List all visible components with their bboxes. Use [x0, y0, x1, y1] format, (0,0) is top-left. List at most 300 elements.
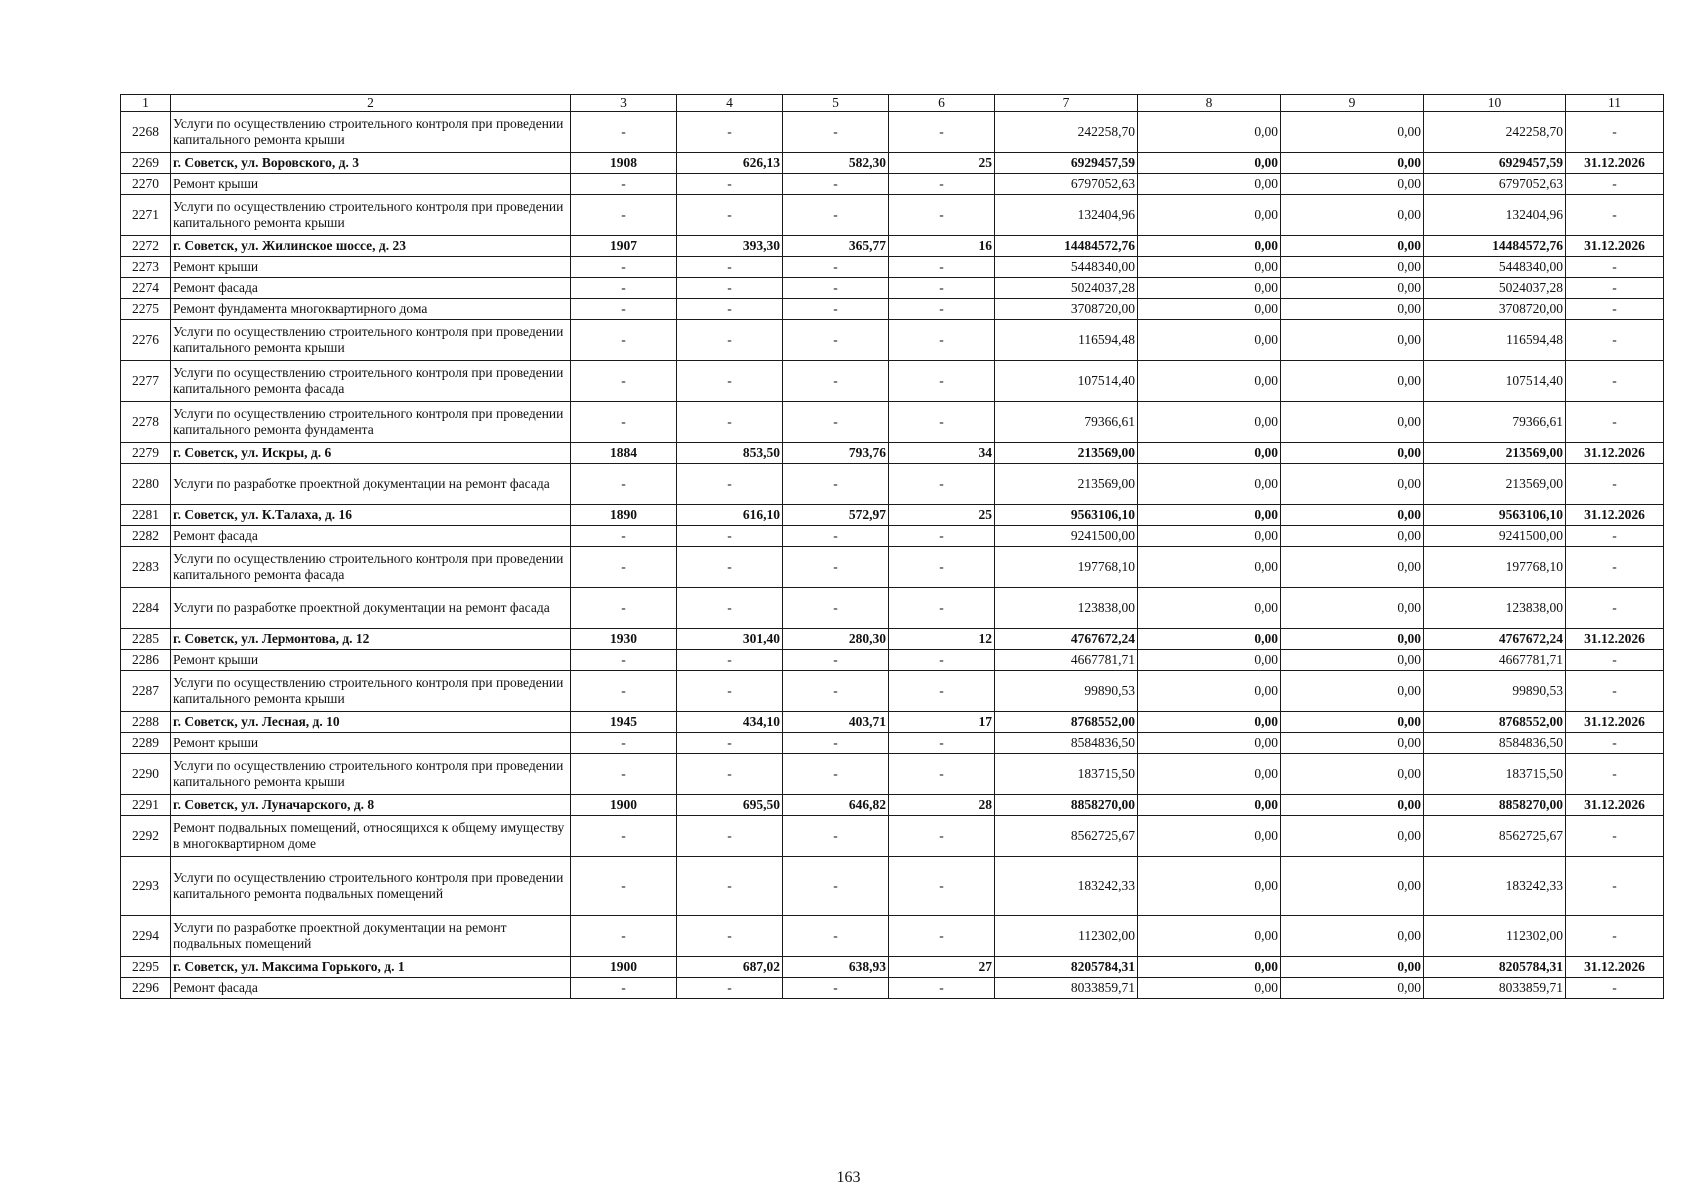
- area-total-cell: -: [677, 650, 783, 671]
- year-cell: -: [571, 588, 677, 629]
- work-item-row: [121, 195, 1664, 236]
- residents-cell: -: [889, 916, 995, 957]
- column-header: 3: [571, 95, 677, 112]
- owner-funds-cell: 6797052,63: [1424, 174, 1566, 195]
- federal-funds-cell: 0,00: [1138, 464, 1281, 505]
- area-total-cell: -: [677, 733, 783, 754]
- area-total-cell: -: [677, 816, 783, 857]
- year-cell: -: [571, 174, 677, 195]
- owner-funds-cell: 213569,00: [1424, 443, 1566, 464]
- area-total-cell: -: [677, 195, 783, 236]
- row-number-cell: 2281: [121, 505, 171, 526]
- completion-date-cell: 31.12.2026: [1566, 236, 1664, 257]
- regional-funds-cell: 0,00: [1281, 733, 1424, 754]
- regional-funds-cell: 0,00: [1281, 464, 1424, 505]
- work-item-row: [121, 278, 1664, 299]
- year-cell: -: [571, 978, 677, 999]
- federal-funds-cell: 0,00: [1138, 916, 1281, 957]
- residents-cell: -: [889, 299, 995, 320]
- total-cost-cell: 99890,53: [995, 671, 1138, 712]
- work-item-row: [121, 857, 1664, 916]
- work-name-cell: Ремонт крыши: [171, 733, 571, 754]
- area-living-cell: 793,76: [783, 443, 889, 464]
- federal-funds-cell: 0,00: [1138, 236, 1281, 257]
- residents-cell: -: [889, 320, 995, 361]
- area-living-cell: -: [783, 257, 889, 278]
- residents-cell: -: [889, 547, 995, 588]
- federal-funds-cell: 0,00: [1138, 733, 1281, 754]
- area-living-cell: 646,82: [783, 795, 889, 816]
- federal-funds-cell: 0,00: [1138, 978, 1281, 999]
- work-name-cell: г. Советск, ул. Луначарского, д. 8: [171, 795, 571, 816]
- completion-date-cell: -: [1566, 588, 1664, 629]
- completion-date-cell: -: [1566, 402, 1664, 443]
- owner-funds-cell: 8205784,31: [1424, 957, 1566, 978]
- area-living-cell: 365,77: [783, 236, 889, 257]
- year-cell: -: [571, 816, 677, 857]
- federal-funds-cell: 0,00: [1138, 361, 1281, 402]
- year-cell: -: [571, 361, 677, 402]
- regional-funds-cell: 0,00: [1281, 816, 1424, 857]
- area-total-cell: -: [677, 547, 783, 588]
- owner-funds-cell: 4767672,24: [1424, 629, 1566, 650]
- column-header: 5: [783, 95, 889, 112]
- row-number-cell: 2290: [121, 754, 171, 795]
- residents-cell: -: [889, 361, 995, 402]
- owner-funds-cell: 14484572,76: [1424, 236, 1566, 257]
- area-total-cell: 393,30: [677, 236, 783, 257]
- total-cost-cell: 6929457,59: [995, 153, 1138, 174]
- year-cell: -: [571, 526, 677, 547]
- area-total-cell: -: [677, 320, 783, 361]
- federal-funds-cell: 0,00: [1138, 650, 1281, 671]
- completion-date-cell: 31.12.2026: [1566, 505, 1664, 526]
- work-name-cell: Ремонт фасада: [171, 526, 571, 547]
- area-living-cell: -: [783, 278, 889, 299]
- work-name-cell: г. Советск, ул. Лермонтова, д. 12: [171, 629, 571, 650]
- row-number-cell: 2282: [121, 526, 171, 547]
- work-name-cell: Услуги по осуществлению строительного контроля при проведении капитального ремонта подвальных помещений: [171, 857, 571, 916]
- regional-funds-cell: 0,00: [1281, 795, 1424, 816]
- column-header: 8: [1138, 95, 1281, 112]
- work-name-cell: Услуги по разработке проектной документации на ремонт фасада: [171, 464, 571, 505]
- work-name-cell: Ремонт фасада: [171, 278, 571, 299]
- completion-date-cell: -: [1566, 916, 1664, 957]
- completion-date-cell: 31.12.2026: [1566, 957, 1664, 978]
- work-name-cell: г. Советск, ул. К.Талаха, д. 16: [171, 505, 571, 526]
- regional-funds-cell: 0,00: [1281, 957, 1424, 978]
- area-living-cell: -: [783, 402, 889, 443]
- regional-funds-cell: 0,00: [1281, 174, 1424, 195]
- completion-date-cell: -: [1566, 816, 1664, 857]
- row-number-cell: 2286: [121, 650, 171, 671]
- area-living-cell: 280,30: [783, 629, 889, 650]
- total-cost-cell: 9241500,00: [995, 526, 1138, 547]
- area-living-cell: -: [783, 671, 889, 712]
- year-cell: 1890: [571, 505, 677, 526]
- year-cell: -: [571, 402, 677, 443]
- total-cost-cell: 197768,10: [995, 547, 1138, 588]
- work-name-cell: Ремонт фундамента многоквартирного дома: [171, 299, 571, 320]
- column-header: 2: [171, 95, 571, 112]
- residents-cell: -: [889, 526, 995, 547]
- year-cell: -: [571, 320, 677, 361]
- regional-funds-cell: 0,00: [1281, 195, 1424, 236]
- completion-date-cell: -: [1566, 278, 1664, 299]
- total-cost-cell: 112302,00: [995, 916, 1138, 957]
- residents-cell: 28: [889, 795, 995, 816]
- total-cost-cell: 9563106,10: [995, 505, 1138, 526]
- owner-funds-cell: 242258,70: [1424, 112, 1566, 153]
- total-cost-cell: 6797052,63: [995, 174, 1138, 195]
- regional-funds-cell: 0,00: [1281, 857, 1424, 916]
- column-header: 6: [889, 95, 995, 112]
- federal-funds-cell: 0,00: [1138, 795, 1281, 816]
- building-row: [121, 712, 1664, 733]
- completion-date-cell: 31.12.2026: [1566, 443, 1664, 464]
- year-cell: 1900: [571, 957, 677, 978]
- area-living-cell: -: [783, 588, 889, 629]
- year-cell: 1884: [571, 443, 677, 464]
- area-total-cell: 687,02: [677, 957, 783, 978]
- area-total-cell: -: [677, 526, 783, 547]
- work-item-row: [121, 464, 1664, 505]
- row-number-cell: 2287: [121, 671, 171, 712]
- residents-cell: 25: [889, 153, 995, 174]
- work-name-cell: Услуги по осуществлению строительного контроля при проведении капитального ремонта фасада: [171, 361, 571, 402]
- row-number-cell: 2294: [121, 916, 171, 957]
- area-total-cell: -: [677, 361, 783, 402]
- work-item-row: [121, 733, 1664, 754]
- area-total-cell: -: [677, 278, 783, 299]
- area-living-cell: -: [783, 754, 889, 795]
- owner-funds-cell: 8768552,00: [1424, 712, 1566, 733]
- row-number-cell: 2273: [121, 257, 171, 278]
- residents-cell: -: [889, 650, 995, 671]
- residents-cell: -: [889, 174, 995, 195]
- row-number-cell: 2288: [121, 712, 171, 733]
- total-cost-cell: 242258,70: [995, 112, 1138, 153]
- owner-funds-cell: 183242,33: [1424, 857, 1566, 916]
- total-cost-cell: 8033859,71: [995, 978, 1138, 999]
- year-cell: -: [571, 257, 677, 278]
- work-name-cell: Ремонт крыши: [171, 257, 571, 278]
- regional-funds-cell: 0,00: [1281, 299, 1424, 320]
- federal-funds-cell: 0,00: [1138, 174, 1281, 195]
- federal-funds-cell: 0,00: [1138, 195, 1281, 236]
- regional-funds-cell: 0,00: [1281, 443, 1424, 464]
- area-total-cell: -: [677, 671, 783, 712]
- federal-funds-cell: 0,00: [1138, 857, 1281, 916]
- work-item-row: [121, 526, 1664, 547]
- work-item-row: [121, 257, 1664, 278]
- federal-funds-cell: 0,00: [1138, 588, 1281, 629]
- total-cost-cell: 8858270,00: [995, 795, 1138, 816]
- row-number-cell: 2289: [121, 733, 171, 754]
- completion-date-cell: -: [1566, 257, 1664, 278]
- total-cost-cell: 213569,00: [995, 443, 1138, 464]
- row-number-cell: 2293: [121, 857, 171, 916]
- residents-cell: -: [889, 278, 995, 299]
- regional-funds-cell: 0,00: [1281, 978, 1424, 999]
- completion-date-cell: -: [1566, 361, 1664, 402]
- work-name-cell: Услуги по осуществлению строительного контроля при проведении капитального ремонта фундамента: [171, 402, 571, 443]
- row-number-cell: 2295: [121, 957, 171, 978]
- area-total-cell: -: [677, 857, 783, 916]
- work-name-cell: Ремонт крыши: [171, 174, 571, 195]
- column-header: 10: [1424, 95, 1566, 112]
- row-number-cell: 2275: [121, 299, 171, 320]
- total-cost-cell: 8205784,31: [995, 957, 1138, 978]
- total-cost-cell: 3708720,00: [995, 299, 1138, 320]
- regional-funds-cell: 0,00: [1281, 712, 1424, 733]
- row-number-cell: 2278: [121, 402, 171, 443]
- building-row: [121, 957, 1664, 978]
- federal-funds-cell: 0,00: [1138, 153, 1281, 174]
- row-number-cell: 2296: [121, 978, 171, 999]
- residents-cell: 27: [889, 957, 995, 978]
- column-header: 4: [677, 95, 783, 112]
- total-cost-cell: 123838,00: [995, 588, 1138, 629]
- capital-repair-table: [120, 94, 1664, 999]
- row-number-cell: 2274: [121, 278, 171, 299]
- total-cost-cell: 4667781,71: [995, 650, 1138, 671]
- area-total-cell: -: [677, 588, 783, 629]
- total-cost-cell: 116594,48: [995, 320, 1138, 361]
- work-name-cell: Услуги по осуществлению строительного контроля при проведении капитального ремонта крыши: [171, 754, 571, 795]
- owner-funds-cell: 197768,10: [1424, 547, 1566, 588]
- area-living-cell: -: [783, 112, 889, 153]
- completion-date-cell: 31.12.2026: [1566, 153, 1664, 174]
- row-number-cell: 2269: [121, 153, 171, 174]
- owner-funds-cell: 5448340,00: [1424, 257, 1566, 278]
- federal-funds-cell: 0,00: [1138, 526, 1281, 547]
- federal-funds-cell: 0,00: [1138, 754, 1281, 795]
- work-name-cell: г. Советск, ул. Воровского, д. 3: [171, 153, 571, 174]
- federal-funds-cell: 0,00: [1138, 816, 1281, 857]
- regional-funds-cell: 0,00: [1281, 320, 1424, 361]
- row-number-cell: 2280: [121, 464, 171, 505]
- work-name-cell: Услуги по разработке проектной документации на ремонт подвальных помещений: [171, 916, 571, 957]
- regional-funds-cell: 0,00: [1281, 505, 1424, 526]
- row-number-cell: 2285: [121, 629, 171, 650]
- area-living-cell: -: [783, 857, 889, 916]
- regional-funds-cell: 0,00: [1281, 588, 1424, 629]
- area-living-cell: -: [783, 650, 889, 671]
- owner-funds-cell: 8033859,71: [1424, 978, 1566, 999]
- completion-date-cell: -: [1566, 857, 1664, 916]
- owner-funds-cell: 9241500,00: [1424, 526, 1566, 547]
- federal-funds-cell: 0,00: [1138, 957, 1281, 978]
- building-row: [121, 505, 1664, 526]
- total-cost-cell: 183242,33: [995, 857, 1138, 916]
- completion-date-cell: -: [1566, 650, 1664, 671]
- area-living-cell: -: [783, 816, 889, 857]
- work-item-row: [121, 320, 1664, 361]
- work-item-row: [121, 588, 1664, 629]
- work-item-row: [121, 978, 1664, 999]
- building-row: [121, 629, 1664, 650]
- area-living-cell: 403,71: [783, 712, 889, 733]
- completion-date-cell: -: [1566, 671, 1664, 712]
- work-name-cell: Услуги по осуществлению строительного контроля при проведении капитального ремонта крыши: [171, 195, 571, 236]
- year-cell: -: [571, 857, 677, 916]
- owner-funds-cell: 6929457,59: [1424, 153, 1566, 174]
- federal-funds-cell: 0,00: [1138, 712, 1281, 733]
- year-cell: -: [571, 299, 677, 320]
- owner-funds-cell: 8858270,00: [1424, 795, 1566, 816]
- work-name-cell: Услуги по осуществлению строительного контроля при проведении капитального ремонта фасада: [171, 547, 571, 588]
- area-living-cell: -: [783, 547, 889, 588]
- year-cell: 1900: [571, 795, 677, 816]
- area-living-cell: -: [783, 320, 889, 361]
- area-living-cell: 582,30: [783, 153, 889, 174]
- row-number-cell: 2268: [121, 112, 171, 153]
- row-number-cell: 2283: [121, 547, 171, 588]
- residents-cell: 12: [889, 629, 995, 650]
- completion-date-cell: -: [1566, 112, 1664, 153]
- building-row: [121, 236, 1664, 257]
- area-total-cell: 626,13: [677, 153, 783, 174]
- year-cell: -: [571, 112, 677, 153]
- row-number-cell: 2292: [121, 816, 171, 857]
- completion-date-cell: -: [1566, 195, 1664, 236]
- regional-funds-cell: 0,00: [1281, 361, 1424, 402]
- regional-funds-cell: 0,00: [1281, 278, 1424, 299]
- completion-date-cell: -: [1566, 754, 1664, 795]
- regional-funds-cell: 0,00: [1281, 754, 1424, 795]
- area-living-cell: -: [783, 299, 889, 320]
- total-cost-cell: 8562725,67: [995, 816, 1138, 857]
- year-cell: 1945: [571, 712, 677, 733]
- owner-funds-cell: 5024037,28: [1424, 278, 1566, 299]
- area-living-cell: -: [783, 526, 889, 547]
- residents-cell: -: [889, 112, 995, 153]
- work-item-row: [121, 299, 1664, 320]
- owner-funds-cell: 132404,96: [1424, 195, 1566, 236]
- work-name-cell: г. Советск, ул. Искры, д. 6: [171, 443, 571, 464]
- owner-funds-cell: 99890,53: [1424, 671, 1566, 712]
- area-living-cell: -: [783, 978, 889, 999]
- year-cell: -: [571, 916, 677, 957]
- area-total-cell: -: [677, 978, 783, 999]
- table-body: [121, 95, 1664, 999]
- federal-funds-cell: 0,00: [1138, 278, 1281, 299]
- completion-date-cell: -: [1566, 526, 1664, 547]
- year-cell: -: [571, 464, 677, 505]
- owner-funds-cell: 9563106,10: [1424, 505, 1566, 526]
- regional-funds-cell: 0,00: [1281, 153, 1424, 174]
- regional-funds-cell: 0,00: [1281, 916, 1424, 957]
- federal-funds-cell: 0,00: [1138, 671, 1281, 712]
- area-total-cell: 853,50: [677, 443, 783, 464]
- total-cost-cell: 14484572,76: [995, 236, 1138, 257]
- owner-funds-cell: 123838,00: [1424, 588, 1566, 629]
- building-row: [121, 153, 1664, 174]
- year-cell: -: [571, 754, 677, 795]
- work-name-cell: Услуги по осуществлению строительного контроля при проведении капитального ремонта крыши: [171, 671, 571, 712]
- residents-cell: -: [889, 754, 995, 795]
- completion-date-cell: -: [1566, 978, 1664, 999]
- completion-date-cell: -: [1566, 299, 1664, 320]
- federal-funds-cell: 0,00: [1138, 320, 1281, 361]
- year-cell: 1907: [571, 236, 677, 257]
- area-living-cell: -: [783, 195, 889, 236]
- owner-funds-cell: 8562725,67: [1424, 816, 1566, 857]
- row-number-cell: 2284: [121, 588, 171, 629]
- area-living-cell: -: [783, 916, 889, 957]
- completion-date-cell: -: [1566, 320, 1664, 361]
- residents-cell: -: [889, 257, 995, 278]
- completion-date-cell: -: [1566, 174, 1664, 195]
- completion-date-cell: -: [1566, 464, 1664, 505]
- owner-funds-cell: 107514,40: [1424, 361, 1566, 402]
- row-number-cell: 2291: [121, 795, 171, 816]
- total-cost-cell: 183715,50: [995, 754, 1138, 795]
- area-total-cell: -: [677, 257, 783, 278]
- year-cell: -: [571, 671, 677, 712]
- building-row: [121, 443, 1664, 464]
- area-total-cell: -: [677, 754, 783, 795]
- total-cost-cell: 8584836,50: [995, 733, 1138, 754]
- federal-funds-cell: 0,00: [1138, 505, 1281, 526]
- owner-funds-cell: 116594,48: [1424, 320, 1566, 361]
- residents-cell: -: [889, 978, 995, 999]
- regional-funds-cell: 0,00: [1281, 257, 1424, 278]
- row-number-cell: 2271: [121, 195, 171, 236]
- regional-funds-cell: 0,00: [1281, 671, 1424, 712]
- regional-funds-cell: 0,00: [1281, 547, 1424, 588]
- area-total-cell: 434,10: [677, 712, 783, 733]
- residents-cell: 16: [889, 236, 995, 257]
- year-cell: -: [571, 195, 677, 236]
- work-item-row: [121, 816, 1664, 857]
- owner-funds-cell: 112302,00: [1424, 916, 1566, 957]
- total-cost-cell: 5024037,28: [995, 278, 1138, 299]
- work-name-cell: Ремонт подвальных помещений, относящихся к общему имуществу в многоквартирном доме: [171, 816, 571, 857]
- federal-funds-cell: 0,00: [1138, 257, 1281, 278]
- regional-funds-cell: 0,00: [1281, 402, 1424, 443]
- year-cell: -: [571, 650, 677, 671]
- area-total-cell: -: [677, 402, 783, 443]
- area-total-cell: -: [677, 464, 783, 505]
- row-number-cell: 2272: [121, 236, 171, 257]
- area-living-cell: -: [783, 174, 889, 195]
- work-name-cell: г. Советск, ул. Максима Горького, д. 1: [171, 957, 571, 978]
- owner-funds-cell: 4667781,71: [1424, 650, 1566, 671]
- total-cost-cell: 79366,61: [995, 402, 1138, 443]
- work-name-cell: Ремонт крыши: [171, 650, 571, 671]
- row-number-cell: 2277: [121, 361, 171, 402]
- work-name-cell: Услуги по разработке проектной документации на ремонт фасада: [171, 588, 571, 629]
- owner-funds-cell: 183715,50: [1424, 754, 1566, 795]
- area-total-cell: -: [677, 299, 783, 320]
- completion-date-cell: 31.12.2026: [1566, 712, 1664, 733]
- federal-funds-cell: 0,00: [1138, 112, 1281, 153]
- row-number-cell: 2270: [121, 174, 171, 195]
- residents-cell: -: [889, 464, 995, 505]
- regional-funds-cell: 0,00: [1281, 236, 1424, 257]
- area-living-cell: -: [783, 361, 889, 402]
- residents-cell: -: [889, 195, 995, 236]
- area-total-cell: 695,50: [677, 795, 783, 816]
- work-item-row: [121, 671, 1664, 712]
- residents-cell: -: [889, 733, 995, 754]
- column-number-header-row: [121, 95, 1664, 112]
- column-header: 1: [121, 95, 171, 112]
- residents-cell: 34: [889, 443, 995, 464]
- area-living-cell: -: [783, 464, 889, 505]
